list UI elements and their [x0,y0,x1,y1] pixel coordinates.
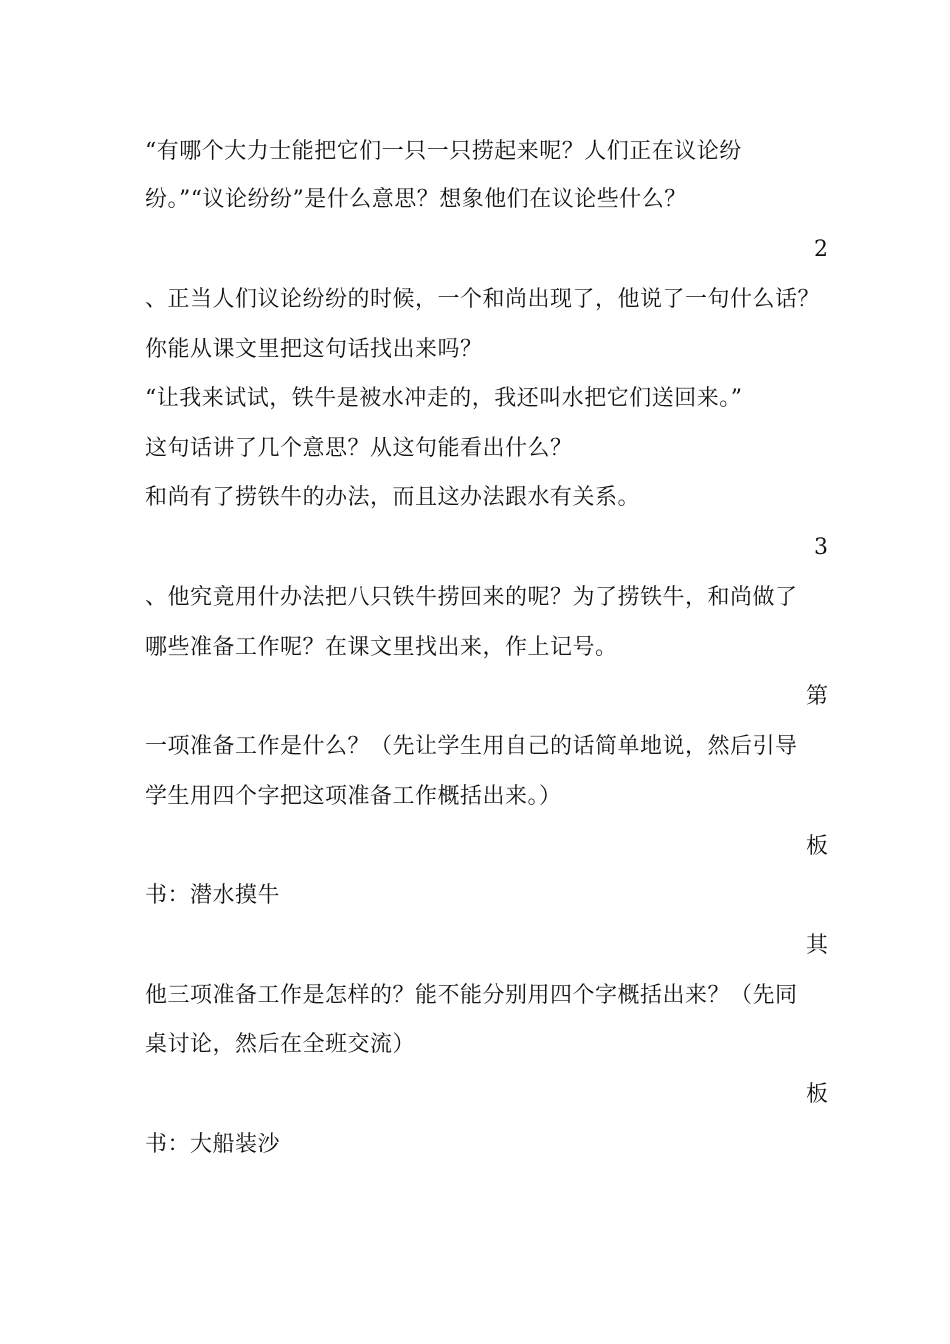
text-line: “有哪个大力士能把它们一只一只捞起来呢？人们正在议论纷 [145,139,742,164]
item-number: 2 [814,237,828,262]
item-number: 3 [814,535,828,560]
wrapped-character: 第 [805,684,828,709]
text-line: 、他究竟用什办法把八只铁牛捞回来的呢？为了捞铁牛，和尚做了 [145,585,798,610]
wrapped-character: 其 [805,933,828,958]
text-line: 你能从课文里把这句话找出来吗？ [145,337,483,362]
board-note: 书：大船装沙 [145,1132,281,1157]
board-note: 书：潜水摸牛 [145,883,281,908]
text-line: 和尚有了捞铁牛的办法，而且这办法跟水有关系。 [145,485,641,510]
text-line: 纷。”“议论纷纷”是什么意思？想象他们在议论些什么？ [145,187,687,212]
text-line: 哪些准备工作呢？在课文里找出来，作上记号。 [145,635,618,660]
quoted-line: “让我来试试，铁牛是被水冲走的，我还叫水把它们送回来。” [145,386,743,411]
text-line: 这句话讲了几个意思？从这句能看出什么？ [145,436,573,461]
text-line: 桌讨论，然后在全班交流） [145,1032,416,1057]
wrapped-character: 板 [805,834,828,859]
text-line: 、正当人们议论纷纷的时候，一个和尚出现了，他说了一句什么话？ [145,287,821,312]
text-line: 学生用四个字把这项准备工作概括出来。） [145,784,562,809]
text-line: 一项准备工作是什么？（先让学生用自己的话简单地说，然后引导 [145,734,798,759]
text-line: 他三项准备工作是怎样的？能不能分别用四个字概括出来？（先同 [145,983,798,1008]
wrapped-character: 板 [805,1082,828,1107]
